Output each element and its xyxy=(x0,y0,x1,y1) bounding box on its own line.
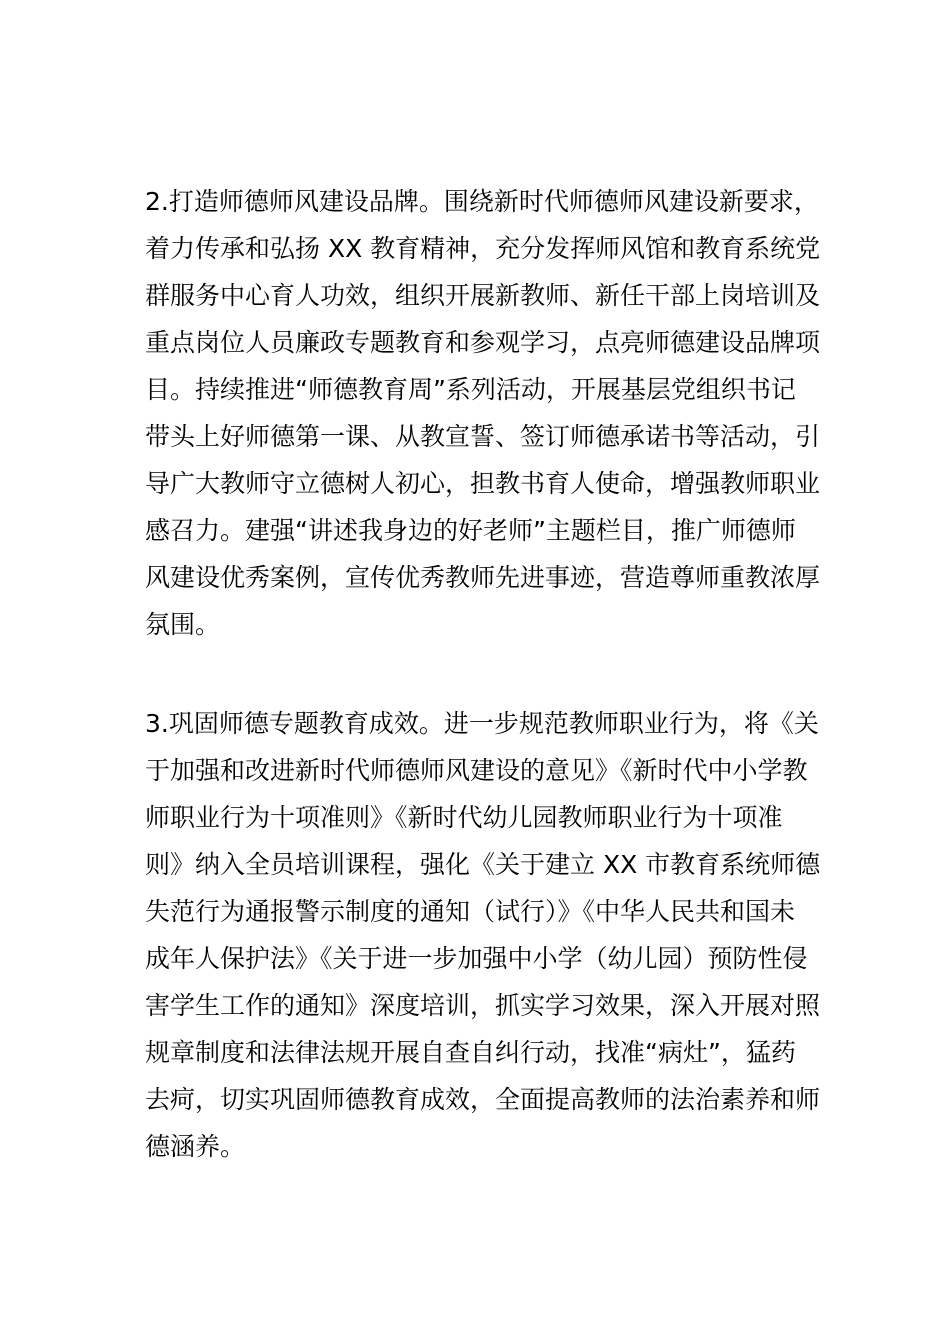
text-line: 2.打造师德师风建设品牌。围绕新时代师德师风建设新要求， xyxy=(145,187,819,216)
text-line: 重点岗位人员廉政专题教育和参观学习，点亮师德建设品牌项 xyxy=(145,328,821,357)
text-line: 失范行为通报警示制度的通知（试行）》《中华人民共和国未 xyxy=(145,897,796,926)
text-line: 于加强和改进新时代师德师风建设的意见》《新时代中小学教 xyxy=(145,756,808,785)
text-line: 带头上好师德第一课、从教宣誓、签订师德承诺书等活动，引 xyxy=(145,422,821,451)
text-line: 导广大教师守立德树人初心，担教书育人使命，增强教师职业 xyxy=(145,469,821,498)
text-line: 风建设优秀案例，宣传优秀教师先进事迹，营造尊师重教浓厚 xyxy=(145,563,821,592)
text-line: 3.巩固师德专题教育成效。进一步规范教师职业行为，将《关 xyxy=(145,709,819,738)
text-line: 目。持续推进“师德教育周”系列活动，开展基层党组织书记 xyxy=(145,375,796,404)
text-line: 害学生工作的通知》深度培训，抓实学习效果，深入开展对照 xyxy=(145,991,821,1020)
text-line: 感召力。建强“讲述我身边的好老师”主题栏目，推广师德师 xyxy=(145,516,796,545)
text-line: 去疴，切实巩固师德教育成效，全面提高教师的法治素养和师 xyxy=(145,1085,821,1114)
text-line: 成年人保护法》《关于进一步加强中小学（幼儿园）预防性侵 xyxy=(145,944,808,973)
text-line: 规章制度和法律法规开展自查自纠行动，找准“病灶”，猛药 xyxy=(145,1038,796,1067)
text-line: 师职业行为十项准则》《新时代幼儿园教师职业行为十项准 xyxy=(145,803,783,832)
paragraph-teacher-ethics-brand xyxy=(145,178,821,648)
text-line: 群服务中心育人功效，组织开展新教师、新任干部上岗培训及 xyxy=(145,281,821,310)
text-line: 着力传承和弘扬 XX 教育精神，充分发挥师风馆和教育系统党 xyxy=(145,234,821,263)
text-line: 德涵养。 xyxy=(145,1132,246,1161)
paragraph-consolidate-education xyxy=(145,700,821,1170)
text-line: 氛围。 xyxy=(145,610,221,639)
text-line: 则》纳入全员培训课程，强化《关于建立 XX 市教育系统师德 xyxy=(145,850,821,879)
